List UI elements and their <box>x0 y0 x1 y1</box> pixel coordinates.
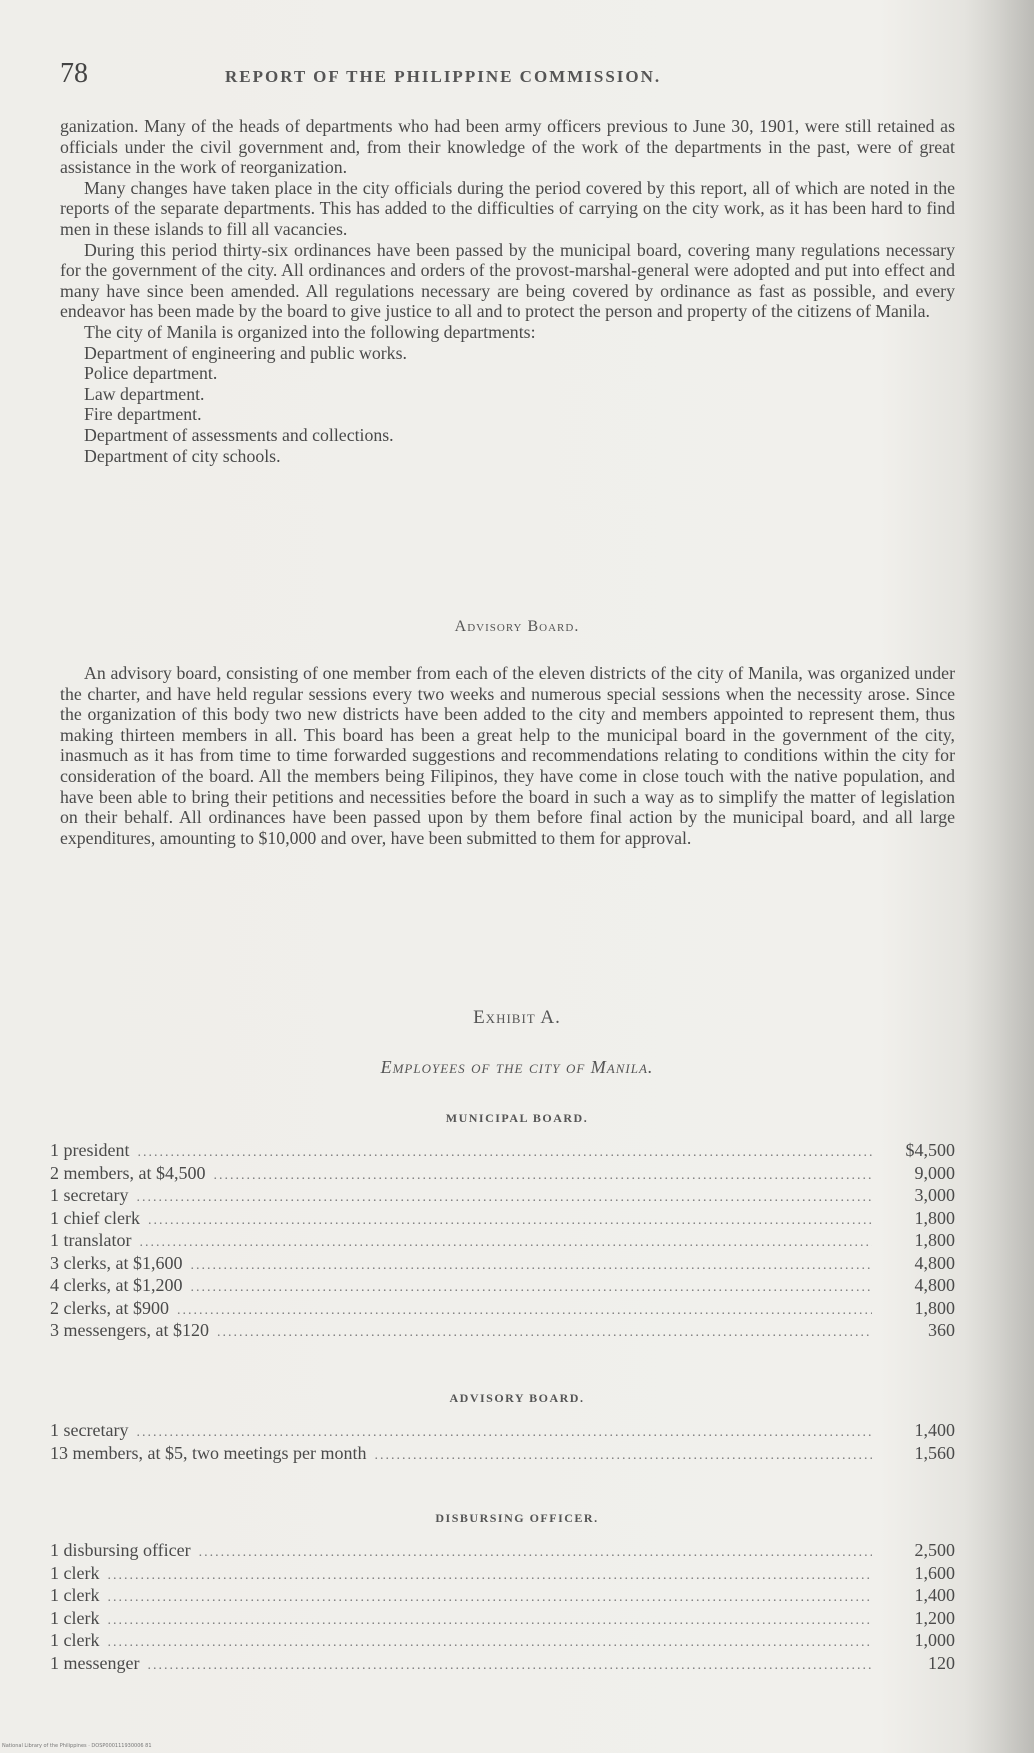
page-edge-shadow <box>964 0 1034 1753</box>
table-row <box>50 1185 955 1208</box>
row-label: 1 disbursing officer <box>50 1540 191 1560</box>
row-label: 13 members, at $5, two meetings per month <box>50 1442 367 1463</box>
row-label: 1 clerk <box>50 1607 100 1628</box>
intro-paragraph: Many changes have taken place in the city officials during the period covered by this report, all of which are noted in the reports of the separate departments. This has added to the difficulties of carrying on the city work, as it has been hard to find men in these islands to fill all vacancies. <box>60 177 955 239</box>
dot-leader <box>136 1190 872 1206</box>
department-item: Department of city schools. <box>84 445 281 466</box>
row-amount: 1,600 <box>914 1562 955 1583</box>
row-label: 1 clerk <box>50 1585 100 1605</box>
table-row <box>50 1608 955 1631</box>
table-row <box>50 1208 955 1231</box>
department-item: Fire department. <box>84 404 202 425</box>
exhibit-title: Exhibit A. <box>473 1007 561 1028</box>
dot-leader <box>107 1635 872 1651</box>
row-amount: 4,800 <box>914 1252 955 1273</box>
row-amount: $4,500 <box>905 1140 955 1160</box>
row-amount: 1,200 <box>914 1607 955 1628</box>
advisory-board-table <box>50 1420 955 1465</box>
intro-paragraph: The city of Manila is organized into the following departments: <box>84 321 536 342</box>
department-item: Law department. <box>84 383 205 404</box>
table-row <box>50 1443 955 1466</box>
row-amount: 4,800 <box>914 1275 955 1295</box>
dot-leader <box>374 1448 872 1464</box>
row-amount: 1,000 <box>914 1630 955 1650</box>
row-label: 1 president <box>50 1140 130 1160</box>
row-label: 2 members, at $4,500 <box>50 1162 206 1183</box>
department-list <box>60 343 955 467</box>
row-amount: 120 <box>928 1652 955 1673</box>
dot-leader <box>213 1168 872 1184</box>
running-head: REPORT OF THE PHILIPPINE COMMISSION. <box>225 67 662 86</box>
table-row <box>50 1298 955 1321</box>
dot-leader <box>148 1213 872 1229</box>
table-row <box>50 1253 955 1276</box>
advisory-board-text <box>60 663 955 848</box>
page-number: 78 <box>60 58 88 89</box>
row-label: 1 clerk <box>50 1630 100 1650</box>
dot-leader <box>107 1568 872 1584</box>
row-label: 1 translator <box>50 1230 132 1250</box>
row-amount: 1,560 <box>914 1442 955 1463</box>
row-amount: 1,800 <box>914 1230 955 1250</box>
dot-leader <box>136 1425 872 1441</box>
exhibit-subtitle: Employees of the city of Manila. <box>380 1057 654 1077</box>
row-label: 3 messengers, at $120 <box>50 1320 209 1340</box>
table-row <box>50 1275 955 1298</box>
dot-leader <box>190 1258 872 1274</box>
dot-leader <box>137 1145 872 1161</box>
page-header <box>60 58 960 94</box>
row-amount: 1,400 <box>914 1420 955 1440</box>
row-amount: 1,800 <box>914 1207 955 1228</box>
row-label: 3 clerks, at $1,600 <box>50 1252 183 1273</box>
dot-leader <box>190 1280 872 1296</box>
row-label: 1 secretary <box>50 1420 129 1440</box>
department-item: Department of assessments and collections. <box>84 424 394 445</box>
row-amount: 1,400 <box>914 1585 955 1605</box>
scan-footer: National Library of the Philippines · DOSP000111930006 81 <box>2 1743 152 1749</box>
dot-leader <box>107 1590 872 1606</box>
municipal-board-table <box>50 1140 955 1343</box>
row-amount: 9,000 <box>914 1162 955 1183</box>
table-row <box>50 1140 955 1163</box>
disbursing-officer-table <box>50 1540 955 1675</box>
advisory-board-heading: Advisory Board. <box>454 618 580 635</box>
table-row <box>50 1230 955 1253</box>
table-row <box>50 1163 955 1186</box>
intro-paragraph: During this period thirty-six ordinances have been passed by the municipal board, covering many regulations necessary for the government of the city. All ordinances and orders of the provost-marshal-general were adopted and put into effect and many have since been amended. All regulations necessary are being covered by ordinance as fast as possible, and every endeavor has been made by the board to give justice to all and to protect the person and property of the citizens of Manila. <box>60 239 955 322</box>
row-label: 4 clerks, at $1,200 <box>50 1275 183 1295</box>
table-row <box>50 1420 955 1443</box>
row-amount: 1,800 <box>914 1297 955 1318</box>
dot-leader <box>217 1325 872 1341</box>
row-amount: 360 <box>928 1320 955 1340</box>
department-item: Police department. <box>84 363 218 384</box>
table-row <box>50 1563 955 1586</box>
table-row <box>50 1630 955 1653</box>
table-row <box>50 1540 955 1563</box>
advisory-paragraph: An advisory board, consisting of one member from each of the eleven districts of the city of Manila, was organized under the charter, and have held regular sessions every two weeks and numerous special sessions when the necessity arose. Since the organization of this body two new districts have been added to the city and members appointed to represent them, thus making thirteen members in all. This board has been a great help to the municipal board in the government of the city, inasmuch as it has from time to time forwarded suggestions and recommendations relating to conditions within the city for consideration of the board. All the members being Filipinos, they have come in close touch with the native population, and have been able to bring their petitions and necessities before the board in such a way as to simplify the matter of legislation on their behalf. All ordinances have been passed upon by them before final action by the municipal board, and all large expenditures, amounting to $10,000 and over, have been submitted to them for approval. <box>60 663 955 848</box>
dot-leader <box>199 1545 872 1561</box>
intro-text <box>60 116 955 466</box>
dot-leader <box>177 1303 872 1319</box>
municipal-board-heading: MUNICIPAL BOARD. <box>445 1111 589 1125</box>
row-label: 1 secretary <box>50 1185 129 1205</box>
dot-leader <box>147 1658 872 1674</box>
row-label: 1 clerk <box>50 1562 100 1583</box>
dot-leader <box>139 1235 872 1251</box>
row-amount: 2,500 <box>914 1540 955 1560</box>
disbursing-officer-heading: DISBURSING OFFICER. <box>435 1511 599 1525</box>
row-label: 1 chief clerk <box>50 1207 140 1228</box>
advisory-board-table-heading: ADVISORY BOARD. <box>449 1391 585 1405</box>
row-amount: 3,000 <box>914 1185 955 1205</box>
row-label: 2 clerks, at $900 <box>50 1297 169 1318</box>
department-item: Department of engineering and public works. <box>84 342 407 363</box>
table-row <box>50 1320 955 1343</box>
table-row <box>50 1585 955 1608</box>
intro-paragraph: ganization. Many of the heads of departments who had been army officers previous to June 30, 1901, were still retained as officials under the civil government and, from their knowledge of the work of the departments in the past, were of great assistance in the work of reorganization. <box>60 116 955 178</box>
table-row <box>50 1653 955 1676</box>
dot-leader <box>107 1613 872 1629</box>
row-label: 1 messenger <box>50 1652 140 1673</box>
